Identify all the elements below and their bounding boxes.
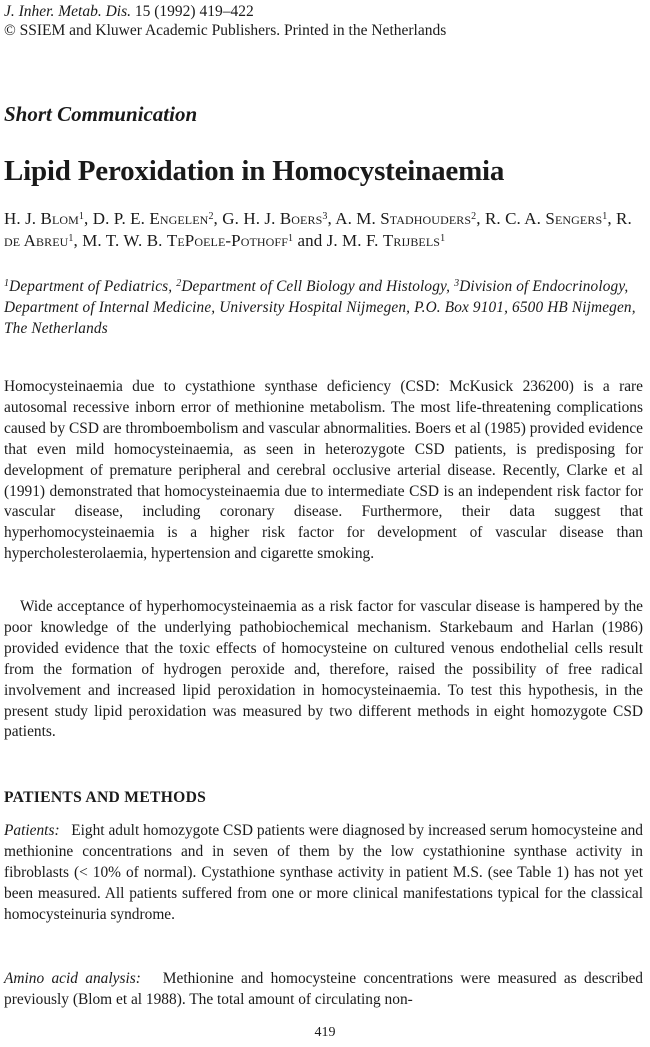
author-separator: ,	[327, 209, 336, 228]
affiliations	[4, 276, 643, 339]
affiliation-marker: 2	[471, 211, 477, 222]
amino-acid-label: Amino acid analysis:	[4, 970, 141, 987]
section-heading-methods: PATIENTS AND METHODS	[4, 789, 207, 806]
author-surname: Trijbels	[382, 230, 441, 250]
affiliation-marker: 1	[602, 211, 608, 222]
citation-line	[4, 2, 643, 21]
affiliation-marker: 1	[287, 232, 294, 244]
author-initials: D. P. E.	[92, 209, 150, 228]
amino-acid-text: Methionine and homocysteine concentrations were measured as described previously (Blom et al 1988). The total amount of circulating non-	[4, 970, 643, 1008]
author-name	[93, 209, 223, 228]
journal-header	[4, 2, 643, 40]
intro-paragraph-2: Wide acceptance of hyperhomocysteinaemia as a risk factor for vascular disease is hampered by the poor knowledge of the underlying pathobiochemical mechanism. Starkebaum and Harlan (1986) provided evidence that the toxic effects of homocysteine on cultured venous endothelial cells result from the formation of hydrogen peroxide and, therefore, raised the possibility of free radical involvement and increased lipid peroxidation in homocysteinaemia. To test this hypothesis, in the present study lipid peroxidation was measured by two different methods in eight homozygote CSD patients.	[4, 598, 643, 741]
affiliation-number: 2	[176, 278, 182, 289]
author-surname: Blom	[40, 209, 79, 228]
author-surname: TePoele-Pothoff	[166, 230, 288, 250]
author-separator: ,	[73, 230, 83, 250]
author-surname: Stadhouders	[380, 209, 472, 228]
affiliation-number: 3	[454, 278, 460, 289]
affiliation-marker: 1	[440, 232, 446, 244]
author-surname: Engelen	[149, 209, 209, 228]
affiliation-text: Department of Pediatrics,	[9, 278, 177, 295]
affiliation-marker: 1	[78, 211, 85, 222]
copyright-line: © SSIEM and Kluwer Academic Publishers. Printed in the Netherlands	[4, 22, 447, 39]
patients-text: Eight adult homozygote CSD patients were diagnosed by increased serum homocysteine and methionine concentrations and in seven of them by the low cystathionine synthase activity in fibroblasts (< 10% of normal). Cystathione synthase activity in patient M.S. (see Table 1) has not yet been measured. All patients suffered from one or more clinical manifestations typical for the classical homocysteinuria syndrome.	[4, 822, 644, 923]
page-number: 419	[314, 1025, 336, 1040]
journal-abbrev: J. Inher. Metab. Dis.	[4, 3, 131, 20]
patients-paragraph	[4, 821, 643, 926]
section-label: Short Communication	[4, 102, 198, 126]
author-initials: M. T. W. B.	[82, 230, 167, 250]
author-name	[335, 209, 485, 228]
author-initials: R.	[616, 209, 632, 228]
patients-label: Patients:	[4, 822, 60, 839]
author-initials: H. J.	[4, 209, 41, 228]
author-initials: J. M. F.	[326, 230, 383, 250]
affiliation	[176, 278, 454, 295]
author-name	[82, 231, 326, 250]
affiliation-marker: 1	[68, 232, 74, 244]
volume-pages: 15 (1992) 419–422	[134, 3, 254, 20]
author-surname: de Abreu	[4, 230, 69, 250]
author-separator: ,	[476, 209, 485, 228]
author-name	[4, 209, 93, 228]
author-separator: and	[293, 230, 327, 250]
amino-acid-paragraph	[4, 969, 643, 1011]
affiliation	[4, 278, 176, 295]
author-list	[4, 208, 643, 251]
author-initials: G. H. J.	[222, 209, 280, 228]
author-name	[327, 231, 446, 250]
author-name	[485, 209, 616, 228]
author-separator: ,	[213, 209, 223, 228]
author-surname: Boers	[279, 209, 323, 228]
author-separator: ,	[607, 209, 617, 228]
affiliation-text: Division of Endocrinology, Department of Internal Medicine, University Hospital Nijmegen, P.O. Box 9101, 6500 HB Nijmegen, The Netherlands	[4, 278, 636, 337]
intro-paragraph-1: Homocysteinaemia due to cystathione synthase deficiency (CSD: McKusick 236200) is a rare autosomal recessive inborn error of methionine metabolism. The most life-threatening complications caused by CSD are thromboembolism and vascular abnormalities. Boers et al (1985) provided evidence that even mild homocysteinaemia, as seen in heterozygote CSD patients, is predisposing for development of premature peripheral and cerebral occlusive arterial disease. Recently, Clarke et al (1991) demonstrated that homocysteinaemia due to intermediate CSD is an independent risk factor for vascular disease, including coronary disease. Furthermore, their data suggest that hyperhomocysteinaemia is a higher risk factor for development of vascular disease than hypercholesterolaemia, hypertension and cigarette smoking.	[4, 378, 643, 563]
author-initials: A. M.	[335, 209, 381, 228]
author-separator: ,	[84, 209, 93, 228]
affiliation-marker: 2	[208, 211, 214, 222]
author-surname: Sengers	[545, 209, 603, 228]
affiliation-text: Department of Cell Biology and Histology,	[181, 278, 455, 295]
article-title: Lipid Peroxidation in Homocysteinaemia	[4, 155, 505, 187]
affiliation-number: 1	[4, 278, 10, 289]
author-name	[222, 209, 335, 228]
author-initials: R. C. A.	[484, 209, 546, 228]
affiliation-marker: 3	[322, 211, 328, 222]
